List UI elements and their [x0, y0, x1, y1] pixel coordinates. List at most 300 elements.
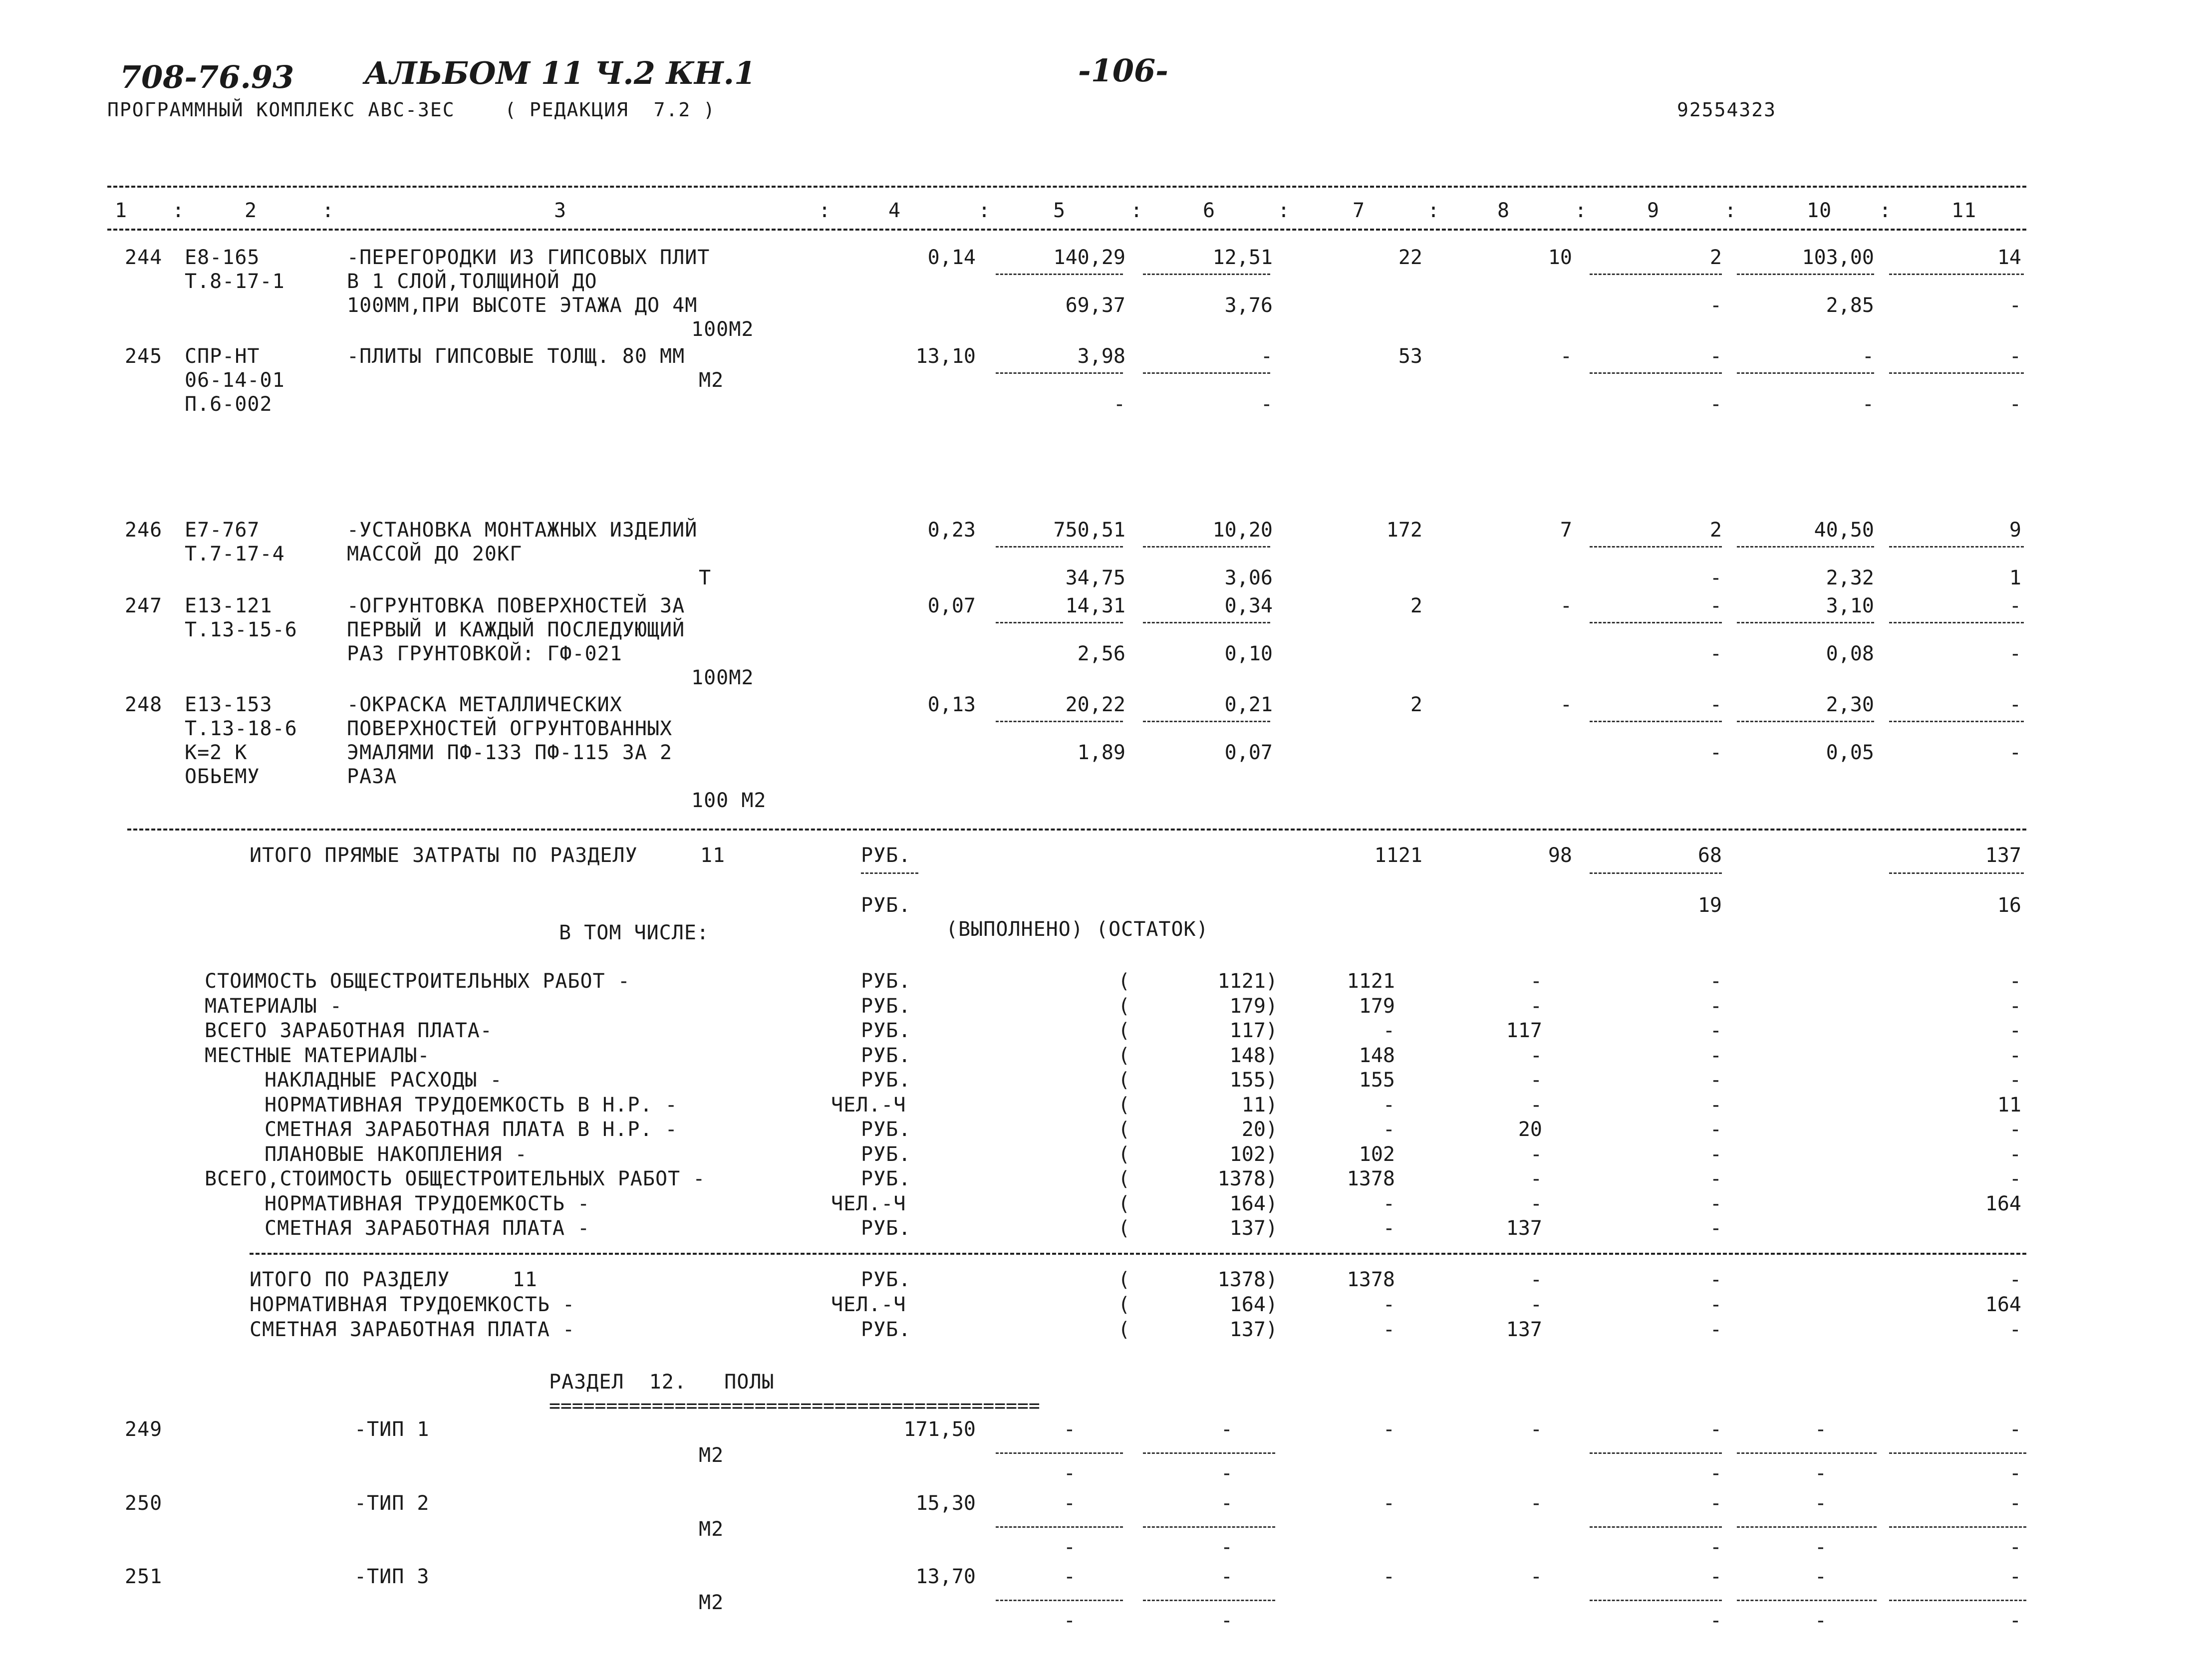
- summary-label: ПЛАНОВЫЕ НАКОПЛЕНИЯ -: [265, 1142, 528, 1166]
- floor-row-c9-dash: -: [1709, 1565, 1722, 1588]
- row-number: 245: [125, 345, 163, 368]
- floor-row-c5-dash: -: [1063, 1565, 1076, 1588]
- summary-paren-open: (: [1118, 1093, 1131, 1117]
- totals-c8: 98: [1548, 844, 1572, 867]
- summary-paren-open: (: [1118, 1118, 1131, 1141]
- row-code: П.6-002: [185, 393, 273, 416]
- cell-c6: 10,20: [1212, 519, 1273, 542]
- summary-paren-value: 102): [1229, 1142, 1278, 1166]
- summary-c8: 20: [1518, 1118, 1542, 1141]
- summary-c7: 179: [1359, 994, 1395, 1018]
- section-total-paren-value: 137): [1229, 1318, 1278, 1341]
- floor-row-c11b-dash: -: [2009, 1536, 2021, 1559]
- cell-separator: [1590, 1526, 1722, 1528]
- cell-c9: -: [1709, 594, 1722, 617]
- column-divider: :: [322, 199, 335, 222]
- summary-paren-value: 164): [1229, 1192, 1278, 1215]
- cell-separator: [996, 1600, 1123, 1601]
- floor-row-c6-dash: -: [1220, 1565, 1233, 1588]
- totals-c11b: 16: [1997, 894, 2021, 917]
- floor-row-c7-dash: -: [1382, 1492, 1395, 1515]
- summary-c11: -: [2009, 1019, 2021, 1042]
- totals-unit-2: РУБ.: [861, 894, 911, 917]
- cell-separator: [996, 622, 1123, 623]
- summary-unit: РУБ.: [861, 1044, 911, 1067]
- floor-row-c8-dash: -: [1530, 1418, 1542, 1441]
- cell-c7: 172: [1386, 519, 1422, 542]
- summary-c9: -: [1709, 994, 1722, 1018]
- totals-c9b: 19: [1697, 894, 1722, 917]
- cell-c7: 53: [1398, 345, 1422, 368]
- section-12-title: РАЗДЕЛ 12. ПОЛЫ: [549, 1371, 775, 1394]
- floor-row-c9-dash: -: [1709, 1492, 1722, 1515]
- summary-label: ВСЕГО,СТОИМОСТЬ ОБЩЕСТРОИТЕЛЬНЫХ РАБОТ -: [205, 1167, 706, 1190]
- floor-row-c11-dash: -: [2009, 1565, 2021, 1588]
- section-total-unit: РУБ.: [861, 1318, 911, 1341]
- summary-paren-open: (: [1118, 1069, 1131, 1092]
- totals-c11: 137: [1985, 844, 2021, 867]
- totals-separator: [127, 829, 2026, 831]
- summary-c11: -: [2009, 994, 2021, 1018]
- cell-c7: 2: [1410, 693, 1422, 716]
- summary-c7: 155: [1359, 1069, 1395, 1092]
- summary-paren-open: (: [1118, 1192, 1131, 1215]
- cell-c6b: 0,07: [1224, 741, 1273, 764]
- column-header: 10: [1807, 199, 1832, 222]
- floor-row-description: -ТИП 3: [354, 1565, 430, 1588]
- column-divider: :: [1575, 199, 1588, 222]
- summary-c11: -: [2009, 1142, 2021, 1166]
- cell-c5b: 34,75: [1065, 566, 1125, 589]
- summary-label: СМЕТНАЯ ЗАРАБОТНАЯ ПЛАТА -: [265, 1217, 590, 1240]
- row-code: Е8-165: [185, 246, 260, 269]
- column-header: 5: [1053, 199, 1066, 222]
- cell-c4: 0,14: [927, 246, 976, 269]
- summary-c11: 164: [1985, 1192, 2021, 1215]
- done-rest-label: (ВЫПОЛНЕНО) (ОСТАТОК): [946, 918, 1209, 941]
- summary-c7: -: [1382, 1118, 1395, 1141]
- totals-unit-separator: [861, 872, 918, 874]
- summary-c9: -: [1709, 1217, 1722, 1240]
- row-unit: М2: [699, 369, 724, 392]
- floor-row-c10-dash: -: [1814, 1492, 1827, 1515]
- cell-c5: 20,22: [1065, 693, 1125, 716]
- floor-row-c4: 15,30: [915, 1492, 976, 1515]
- cell-c11: 14: [1997, 246, 2021, 269]
- totals-separator-c9: [1590, 872, 1722, 874]
- row-unit: 100 М2: [691, 789, 767, 812]
- header-separator-bottom: [107, 229, 2026, 231]
- cell-separator: [1143, 372, 1270, 374]
- floor-row-c10-dash: -: [1814, 1418, 1827, 1441]
- cell-separator: [1737, 1452, 1877, 1454]
- column-divider: :: [1724, 199, 1737, 222]
- cell-c10: 103,00: [1802, 246, 1874, 269]
- summary-c9: -: [1709, 1192, 1722, 1215]
- summary-c8: -: [1530, 994, 1542, 1018]
- summary-paren-value: 148): [1229, 1044, 1278, 1067]
- row-description: -ПЛИТЫ ГИПСОВЫЕ ТОЛЩ. 80 ММ: [347, 345, 685, 368]
- summary-c7: -: [1382, 1192, 1395, 1215]
- column-divider: :: [1130, 199, 1143, 222]
- column-divider: :: [1278, 199, 1291, 222]
- section-total-c11: -: [2009, 1318, 2021, 1341]
- row-description: ЭМАЛЯМИ ПФ-133 ПФ-115 ЗА 2: [347, 741, 673, 764]
- summary-c9: -: [1709, 1019, 1722, 1042]
- cell-c6: -: [1260, 345, 1273, 368]
- cell-separator: [1889, 1526, 2026, 1528]
- cell-separator: [1143, 622, 1270, 623]
- cell-separator: [1737, 1600, 1877, 1601]
- summary-c8: -: [1530, 1069, 1542, 1092]
- summary-paren-value: 179): [1229, 994, 1278, 1018]
- row-number: 244: [125, 246, 163, 269]
- cell-c11b: 1: [2009, 566, 2021, 589]
- cell-separator: [1143, 274, 1270, 275]
- column-header: 2: [245, 199, 258, 222]
- summary-c8: -: [1530, 1093, 1542, 1117]
- column-divider: :: [978, 199, 991, 222]
- cell-c10: 3,10: [1826, 594, 1874, 617]
- summary-c7: 1378: [1347, 1167, 1395, 1190]
- summary-c7: 1121: [1347, 970, 1395, 993]
- row-description: -ПЕРЕГОРОДКИ ИЗ ГИПСОВЫХ ПЛИТ: [347, 246, 710, 269]
- cell-c4: 0,23: [927, 519, 976, 542]
- summary-paren-open: (: [1118, 1217, 1131, 1240]
- cell-separator: [1889, 1452, 2026, 1454]
- floor-row-c10b-dash: -: [1814, 1536, 1827, 1559]
- section-total-paren-open: (: [1118, 1293, 1131, 1316]
- cell-c10: 2,30: [1826, 693, 1874, 716]
- section-total-c11: 164: [1985, 1293, 2021, 1316]
- cell-c8: 10: [1548, 246, 1572, 269]
- row-code: Е13-153: [185, 693, 273, 716]
- section-total-c8: 137: [1506, 1318, 1542, 1341]
- cell-c9: -: [1709, 345, 1722, 368]
- summary-unit: ЧЕЛ.-Ч: [831, 1192, 906, 1215]
- cell-c10b: 0,08: [1826, 642, 1874, 665]
- summary-label: МАТЕРИАЛЫ -: [205, 994, 342, 1018]
- floor-row-c11-dash: -: [2009, 1492, 2021, 1515]
- floor-row-c7-dash: -: [1382, 1565, 1395, 1588]
- cell-c11b: -: [2009, 393, 2021, 416]
- column-header: 4: [888, 199, 901, 222]
- floor-row-c11-dash: -: [2009, 1418, 2021, 1441]
- summary-c7: -: [1382, 1217, 1395, 1240]
- cell-separator: [1590, 546, 1722, 548]
- row-code: 06-14-01: [185, 369, 285, 392]
- section-total-c9: -: [1709, 1268, 1722, 1291]
- cell-c10b: -: [1862, 393, 1874, 416]
- floor-row-c9-dash: -: [1709, 1418, 1722, 1441]
- row-code: Е13-121: [185, 594, 273, 617]
- summary-label: СТОИМОСТЬ ОБЩЕСТРОИТЕЛЬНЫХ РАБОТ -: [205, 970, 630, 993]
- cell-separator: [1889, 1600, 2026, 1601]
- column-divider: :: [172, 199, 185, 222]
- summary-c11: 11: [1997, 1093, 2021, 1117]
- row-description: -УСТАНОВКА МОНТАЖНЫХ ИЗДЕЛИЙ: [347, 519, 698, 542]
- section-12-underline: ===========================================: [549, 1395, 1040, 1416]
- cell-separator: [1590, 1452, 1722, 1454]
- cell-c9b: -: [1709, 294, 1722, 317]
- floor-row-number: 251: [125, 1565, 163, 1588]
- column-divider: :: [819, 199, 831, 222]
- section-total-unit: ЧЕЛ.-Ч: [831, 1293, 906, 1316]
- row-description: 100ММ,ПРИ ВЫСОТЕ ЭТАЖА ДО 4М: [347, 294, 698, 317]
- section-total-paren-value: 164): [1229, 1293, 1278, 1316]
- cell-c11: 9: [2009, 519, 2021, 542]
- floor-row-unit: М2: [699, 1444, 724, 1467]
- summary-paren-value: 117): [1229, 1019, 1278, 1042]
- cell-c6b: 3,76: [1224, 294, 1273, 317]
- floor-row-c7-dash: -: [1382, 1418, 1395, 1441]
- cell-c11: -: [2009, 693, 2021, 716]
- summary-paren-open: (: [1118, 1142, 1131, 1166]
- totals-c9: 68: [1697, 844, 1722, 867]
- cell-c5b: 2,56: [1077, 642, 1125, 665]
- cell-c9b: -: [1709, 741, 1722, 764]
- summary-c7: 102: [1359, 1142, 1395, 1166]
- cell-c11: -: [2009, 594, 2021, 617]
- row-code: Е7-767: [185, 519, 260, 542]
- row-unit: 100М2: [691, 666, 754, 689]
- summary-c9: -: [1709, 1118, 1722, 1141]
- summary-label: НОРМАТИВНАЯ ТРУДОЕМКОСТЬ В Н.Р. -: [265, 1093, 678, 1117]
- cell-c5: 140,29: [1053, 246, 1125, 269]
- cell-c5: 3,98: [1077, 345, 1125, 368]
- cell-c9: 2: [1709, 246, 1722, 269]
- section-total-label: НОРМАТИВНАЯ ТРУДОЕМКОСТЬ -: [250, 1293, 575, 1316]
- floor-row-description: -ТИП 2: [354, 1492, 430, 1515]
- summary-c9: -: [1709, 970, 1722, 993]
- doc-number: 92554323: [1677, 99, 1777, 121]
- cell-separator: [1737, 372, 1874, 374]
- floor-row-c9b-dash: -: [1709, 1536, 1722, 1559]
- row-unit: Т: [699, 566, 712, 589]
- row-number: 247: [125, 594, 163, 617]
- doc-code: 708-76.93: [120, 59, 294, 95]
- summary-unit: РУБ.: [861, 994, 911, 1018]
- cell-c11: -: [2009, 345, 2021, 368]
- summary-paren-value: 11): [1241, 1093, 1278, 1117]
- summary-c9: -: [1709, 1093, 1722, 1117]
- summary-paren-open: (: [1118, 994, 1131, 1018]
- floor-row-c6-dash: -: [1220, 1418, 1233, 1441]
- row-description: РАЗА: [347, 765, 397, 788]
- totals-c7: 1121: [1374, 844, 1422, 867]
- floor-row-description: -ТИП 1: [354, 1418, 430, 1441]
- floor-row-c5b-dash: -: [1063, 1609, 1076, 1632]
- section-total-label: ИТОГО ПО РАЗДЕЛУ 11: [250, 1268, 538, 1291]
- summary-paren-value: 20): [1241, 1118, 1278, 1141]
- floor-row-c8-dash: -: [1530, 1565, 1542, 1588]
- row-code: ОБЬЕМУ: [185, 765, 260, 788]
- summary-c11: -: [2009, 1118, 2021, 1141]
- row-number: 246: [125, 519, 163, 542]
- floor-row-unit: М2: [699, 1518, 724, 1541]
- row-description: В 1 СЛОЙ,ТОЛЩИНОЙ ДО: [347, 270, 597, 293]
- section-total-c8: -: [1530, 1268, 1542, 1291]
- column-divider: :: [1427, 199, 1440, 222]
- cell-c10b: 2,32: [1826, 566, 1874, 589]
- cell-separator: [1889, 274, 2024, 275]
- cell-c8: -: [1560, 345, 1572, 368]
- row-code: Т.7-17-4: [185, 543, 285, 565]
- header-separator-top: [107, 186, 2026, 188]
- summary-unit: РУБ.: [861, 1019, 911, 1042]
- cell-c6: 0,21: [1224, 693, 1273, 716]
- cell-c11b: -: [2009, 741, 2021, 764]
- cell-c9: 2: [1709, 519, 1722, 542]
- summary-c9: -: [1709, 1044, 1722, 1067]
- summary-paren-open: (: [1118, 970, 1131, 993]
- section-total-paren-open: (: [1118, 1318, 1131, 1341]
- floor-row-c6-dash: -: [1220, 1492, 1233, 1515]
- cell-c4: 0,13: [927, 693, 976, 716]
- column-header: 3: [554, 199, 567, 222]
- row-number: 248: [125, 693, 163, 716]
- totals-label: ИТОГО ПРЯМЫЕ ЗАТРАТЫ ПО РАЗДЕЛУ 11: [250, 844, 726, 867]
- floor-row-c9b-dash: -: [1709, 1609, 1722, 1632]
- cell-separator: [996, 1526, 1123, 1528]
- cell-c4: 0,07: [927, 594, 976, 617]
- section-total-label: СМЕТНАЯ ЗАРАБОТНАЯ ПЛАТА -: [250, 1318, 575, 1341]
- section-total-paren-value: 1378): [1217, 1268, 1278, 1291]
- cell-separator: [996, 721, 1123, 722]
- summary-c7: 148: [1359, 1044, 1395, 1067]
- cell-c5: 750,51: [1053, 519, 1125, 542]
- summary-unit: РУБ.: [861, 970, 911, 993]
- summary-label: ВСЕГО ЗАРАБОТНАЯ ПЛАТА-: [205, 1019, 493, 1042]
- section-total-c9: -: [1709, 1293, 1722, 1316]
- row-description: -ОКРАСКА МЕТАЛЛИЧЕСКИХ: [347, 693, 622, 716]
- floor-row-c5b-dash: -: [1063, 1536, 1076, 1559]
- cell-c10b: 0,05: [1826, 741, 1874, 764]
- summary-paren-open: (: [1118, 1044, 1131, 1067]
- cell-separator: [1889, 372, 2024, 374]
- cell-c9: -: [1709, 693, 1722, 716]
- section-total-c11: -: [2009, 1268, 2021, 1291]
- cell-c8: -: [1560, 594, 1572, 617]
- row-description: ПЕРВЫЙ И КАЖДЫЙ ПОСЛЕДУЮЩИЙ: [347, 618, 685, 641]
- summary-c8: -: [1530, 970, 1542, 993]
- summary-paren-value: 1121): [1217, 970, 1278, 993]
- column-header: 6: [1203, 199, 1216, 222]
- section-total-separator: [250, 1253, 2026, 1255]
- cell-separator: [1889, 546, 2024, 548]
- cell-separator: [996, 274, 1123, 275]
- cell-c7: 22: [1398, 246, 1422, 269]
- cell-separator: [1889, 721, 2024, 722]
- cell-separator: [1590, 721, 1722, 722]
- cell-separator: [1737, 721, 1874, 722]
- section-total-unit: РУБ.: [861, 1268, 911, 1291]
- cell-c5b: 1,89: [1077, 741, 1125, 764]
- summary-label: НОРМАТИВНАЯ ТРУДОЕМКОСТЬ -: [265, 1192, 590, 1215]
- album-title: АЛЬБОМ 11 Ч.2 КН.1: [364, 55, 756, 91]
- summary-c11: -: [2009, 1069, 2021, 1092]
- summary-c11: -: [2009, 1044, 2021, 1067]
- summary-c9: -: [1709, 1167, 1722, 1190]
- floor-row-c11b-dash: -: [2009, 1462, 2021, 1485]
- row-code: Т.13-15-6: [185, 618, 297, 641]
- summary-c8: -: [1530, 1167, 1542, 1190]
- cell-separator: [1143, 546, 1270, 548]
- cell-separator: [1737, 1526, 1877, 1528]
- cell-c10: 40,50: [1814, 519, 1874, 542]
- cell-separator: [1143, 1600, 1275, 1601]
- summary-c11: -: [2009, 970, 2021, 993]
- cell-c11b: -: [2009, 642, 2021, 665]
- cell-separator: [1737, 274, 1874, 275]
- column-header: 11: [1951, 199, 1977, 222]
- row-description: ПОВЕРХНОСТЕЙ ОГРУНТОВАННЫХ: [347, 717, 673, 740]
- section-total-c8: -: [1530, 1293, 1542, 1316]
- floor-row-c10b-dash: -: [1814, 1462, 1827, 1485]
- summary-label: НАКЛАДНЫЕ РАСХОДЫ -: [265, 1069, 503, 1092]
- section-total-paren-open: (: [1118, 1268, 1131, 1291]
- cell-c9b: -: [1709, 642, 1722, 665]
- summary-c9: -: [1709, 1069, 1722, 1092]
- cell-separator: [1590, 1600, 1722, 1601]
- floor-row-unit: М2: [699, 1591, 724, 1614]
- cell-c5b: -: [1113, 393, 1125, 416]
- cell-c6b: 3,06: [1224, 566, 1273, 589]
- summary-c8: 117: [1506, 1019, 1542, 1042]
- floor-row-c5b-dash: -: [1063, 1462, 1076, 1485]
- column-divider: :: [1879, 199, 1892, 222]
- section-total-c9: -: [1709, 1318, 1722, 1341]
- summary-paren-value: 1378): [1217, 1167, 1278, 1190]
- floor-row-c9b-dash: -: [1709, 1462, 1722, 1485]
- cell-c5b: 69,37: [1065, 294, 1125, 317]
- summary-paren-value: 155): [1229, 1069, 1278, 1092]
- summary-paren-open: (: [1118, 1019, 1131, 1042]
- floor-row-c10b-dash: -: [1814, 1609, 1827, 1632]
- row-description: -ОГРУНТОВКА ПОВЕРХНОСТЕЙ ЗА: [347, 594, 685, 617]
- cell-c6b: -: [1260, 393, 1273, 416]
- totals-unit: РУБ.: [861, 844, 911, 867]
- cell-c8: 7: [1560, 519, 1572, 542]
- row-description: РАЗ ГРУНТОВКОЙ: ГФ-021: [347, 642, 622, 665]
- cell-separator: [1889, 622, 2024, 623]
- summary-c8: 137: [1506, 1217, 1542, 1240]
- column-header: 1: [115, 199, 128, 222]
- row-description: МАССОЙ ДО 20КГ: [347, 543, 523, 565]
- floor-row-c4: 171,50: [903, 1418, 976, 1441]
- row-code: СПР-НТ: [185, 345, 260, 368]
- summary-unit: РУБ.: [861, 1142, 911, 1166]
- section-total-c7: 1378: [1347, 1268, 1395, 1291]
- summary-c11: -: [2009, 1167, 2021, 1190]
- row-code: Т.8-17-1: [185, 270, 285, 293]
- floor-row-c6b-dash: -: [1220, 1609, 1233, 1632]
- summary-c8: -: [1530, 1142, 1542, 1166]
- cell-c10b: 2,85: [1826, 294, 1874, 317]
- cell-c6: 0,34: [1224, 594, 1273, 617]
- row-unit: 100М2: [691, 318, 754, 341]
- floor-row-c4: 13,70: [915, 1565, 976, 1588]
- summary-unit: РУБ.: [861, 1118, 911, 1141]
- cell-separator: [1737, 622, 1874, 623]
- floor-row-c5-dash: -: [1063, 1492, 1076, 1515]
- row-code: К=2 К: [185, 741, 248, 764]
- floor-row-c6b-dash: -: [1220, 1462, 1233, 1485]
- cell-c9b: -: [1709, 566, 1722, 589]
- summary-unit: РУБ.: [861, 1069, 911, 1092]
- cell-c7: 2: [1410, 594, 1422, 617]
- cell-separator: [1143, 721, 1270, 722]
